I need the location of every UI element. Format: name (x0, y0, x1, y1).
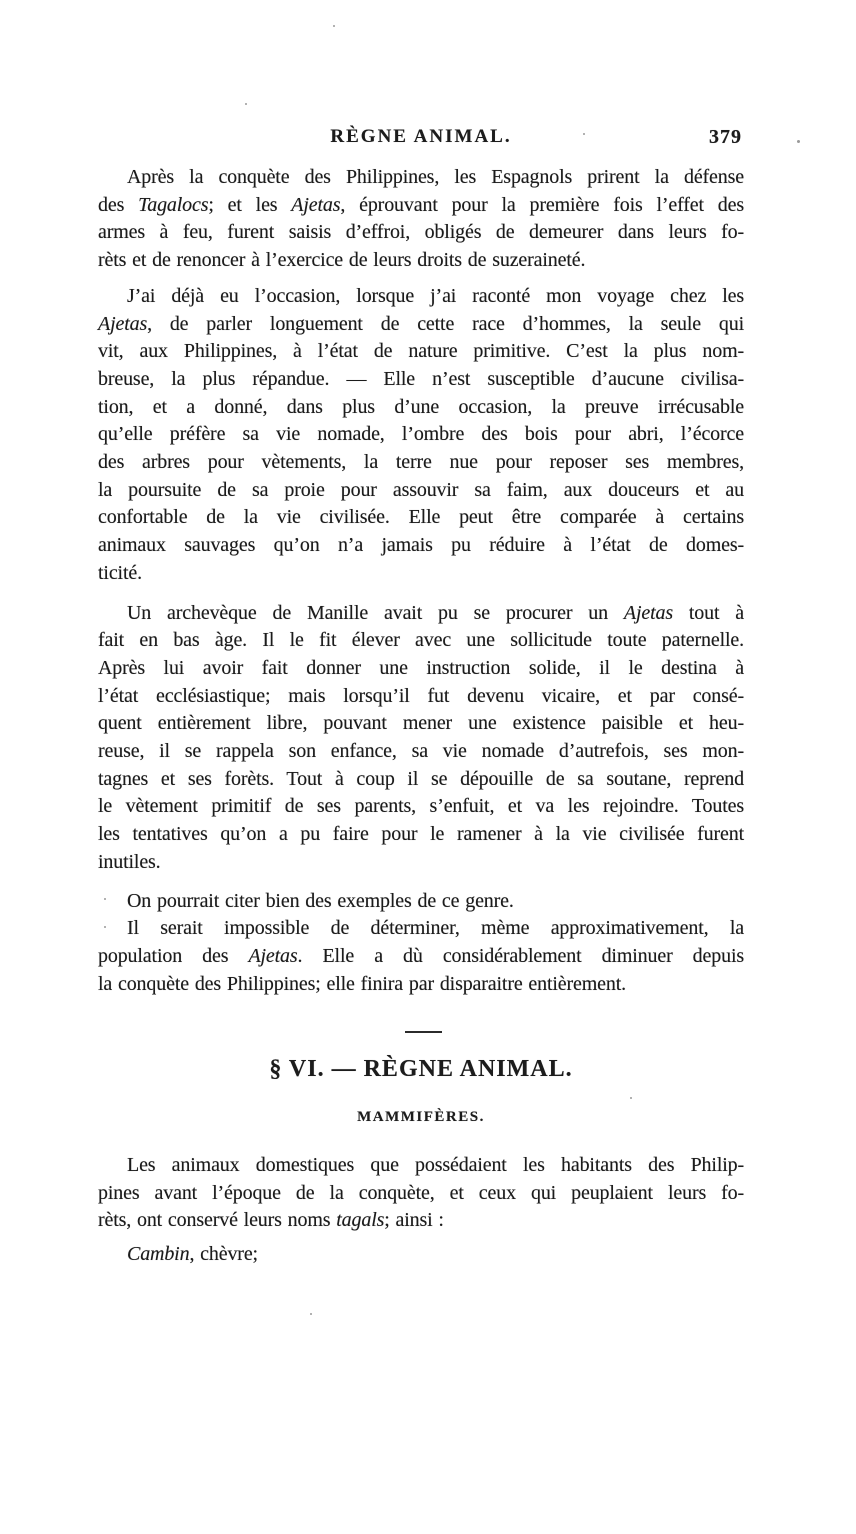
italic-term: Ajetas (291, 193, 341, 216)
text-line: Il serait impossible de déterminer, mème approximativement, la (127, 917, 744, 940)
text-line: Après lui avoir fait donner une instruction solide, il le destina à (98, 656, 744, 679)
text-line: la poursuite de sa proie pour assouvir sa faim, aux douceurs et au (98, 478, 744, 501)
text-line: breuse, la plus répandue. — Elle n’est susceptible d’aucune civilisa- (98, 367, 744, 390)
text-line: pines avant l’époque de la conquète, et ceux qui peuplaient leurs fo- (98, 1181, 744, 1204)
italic-term: Tagalocs (138, 193, 209, 216)
scan-speck (333, 25, 335, 27)
text-line: Après la conquète des Philippines, les Espagnols prirent la défense (127, 166, 744, 188)
text-line: qu’elle préfère sa vie nomade, l’ombre des bois pour abri, l’écorce (98, 423, 744, 446)
italic-term: Cambin (127, 1243, 190, 1266)
scan-speck (104, 898, 106, 900)
paragraph (98, 915, 744, 998)
text-line: Ajetas, de parler longuement de cette race d’hommes, la seule qui (98, 312, 744, 335)
text-line: ticité. (98, 561, 142, 584)
text-line: des arbres pour vètements, la terre nue pour reposer ses membres, (98, 451, 744, 474)
text-line: Un archevèque de Manille avait pu se procurer un Ajetas tout à (127, 601, 744, 624)
italic-term: Ajetas (623, 601, 673, 624)
text-line: confortable de la vie civilisée. Elle peut être comparée à certains (98, 506, 744, 529)
paragraph (98, 888, 744, 916)
text-line: le vètement primitif de ses parents, s’enfuit, et va les rejoindre. Toutes (98, 795, 744, 818)
text-line: inutiles. (98, 850, 161, 873)
text-line: Cambin, chèvre; (127, 1243, 258, 1266)
text-line: tagnes et ses forèts. Tout à coup il se dépouille de sa soutane, reprend (98, 767, 744, 790)
scan-speck (797, 140, 800, 143)
text-line: On pourrait citer bien des exemples de ce genre. (127, 889, 514, 912)
page-number: 379 (709, 126, 742, 148)
text-line: reuse, il se rappela son enfance, sa vie nomade d’autrefois, ses mon- (98, 740, 744, 763)
text-line: armes à feu, furent saisis d’effroi, obligés de demeurer dans leurs fo- (98, 221, 744, 244)
scan-speck (630, 1097, 632, 1099)
text-line: rèts et de renoncer à l’exercice de leurs droits de suzeraineté. (98, 249, 586, 272)
text-line: quent entièrement libre, pouvant mener une existence paisible et heu- (98, 712, 744, 735)
italic-term: Ajetas (248, 944, 298, 967)
scan-speck (583, 133, 585, 135)
text-line: la conquète des Philippines; elle finira par disparaitre entièrement. (98, 972, 627, 995)
section-heading: § VI. — RÈGNE ANIMAL. (269, 1056, 573, 1082)
text-line: fait en bas àge. Il le fit élever avec une sollicitude toute paternelle. (98, 629, 744, 652)
paragraph (98, 1241, 744, 1269)
italic-term: tagals (336, 1209, 385, 1232)
scan-speck (104, 926, 106, 928)
paragraph (98, 1152, 744, 1235)
section-subheading: MAMMIFÈRES. (357, 1109, 485, 1125)
scan-speck (310, 1313, 312, 1315)
section-divider (405, 1031, 442, 1033)
italic-term: Ajetas (98, 312, 148, 335)
paragraph (98, 283, 744, 588)
text-line: rèts, ont conservé leurs noms tagals; ainsi : (98, 1209, 444, 1232)
text-line: l’état ecclésiastique; mais lorsqu’il fut devenu vicaire, et par consé- (98, 684, 744, 707)
paragraph (98, 164, 744, 275)
running-header (98, 126, 744, 152)
text-line: animaux sauvages qu’on n’a jamais pu réduire à l’état de domes- (98, 534, 744, 557)
paragraph (98, 600, 744, 877)
text-line: population des Ajetas. Elle a dù considérablement diminuer depuis (98, 944, 744, 967)
text-line: les tentatives qu’on a pu faire pour le ramener à la vie civilisée furent (98, 823, 744, 846)
text-line: vit, aux Philippines, à l’état de nature primitive. C’est la plus nom- (98, 340, 744, 363)
text-line: J’ai déjà eu l’occasion, lorsque j’ai raconté mon voyage chez les (127, 284, 744, 307)
main-text-upper (98, 164, 744, 998)
scan-speck (245, 103, 247, 105)
running-title: RÈGNE ANIMAL. (330, 126, 512, 147)
main-text-lower (98, 1152, 744, 1269)
text-line: des Tagalocs; et les Ajetas, éprouvant pour la première fois l’effet des (98, 193, 745, 216)
text-line: Les animaux domestiques que possédaient les habitants des Philip- (127, 1154, 744, 1176)
text-line: tion, et a donné, dans plus d’une occasion, la preuve irrécusable (98, 395, 744, 418)
